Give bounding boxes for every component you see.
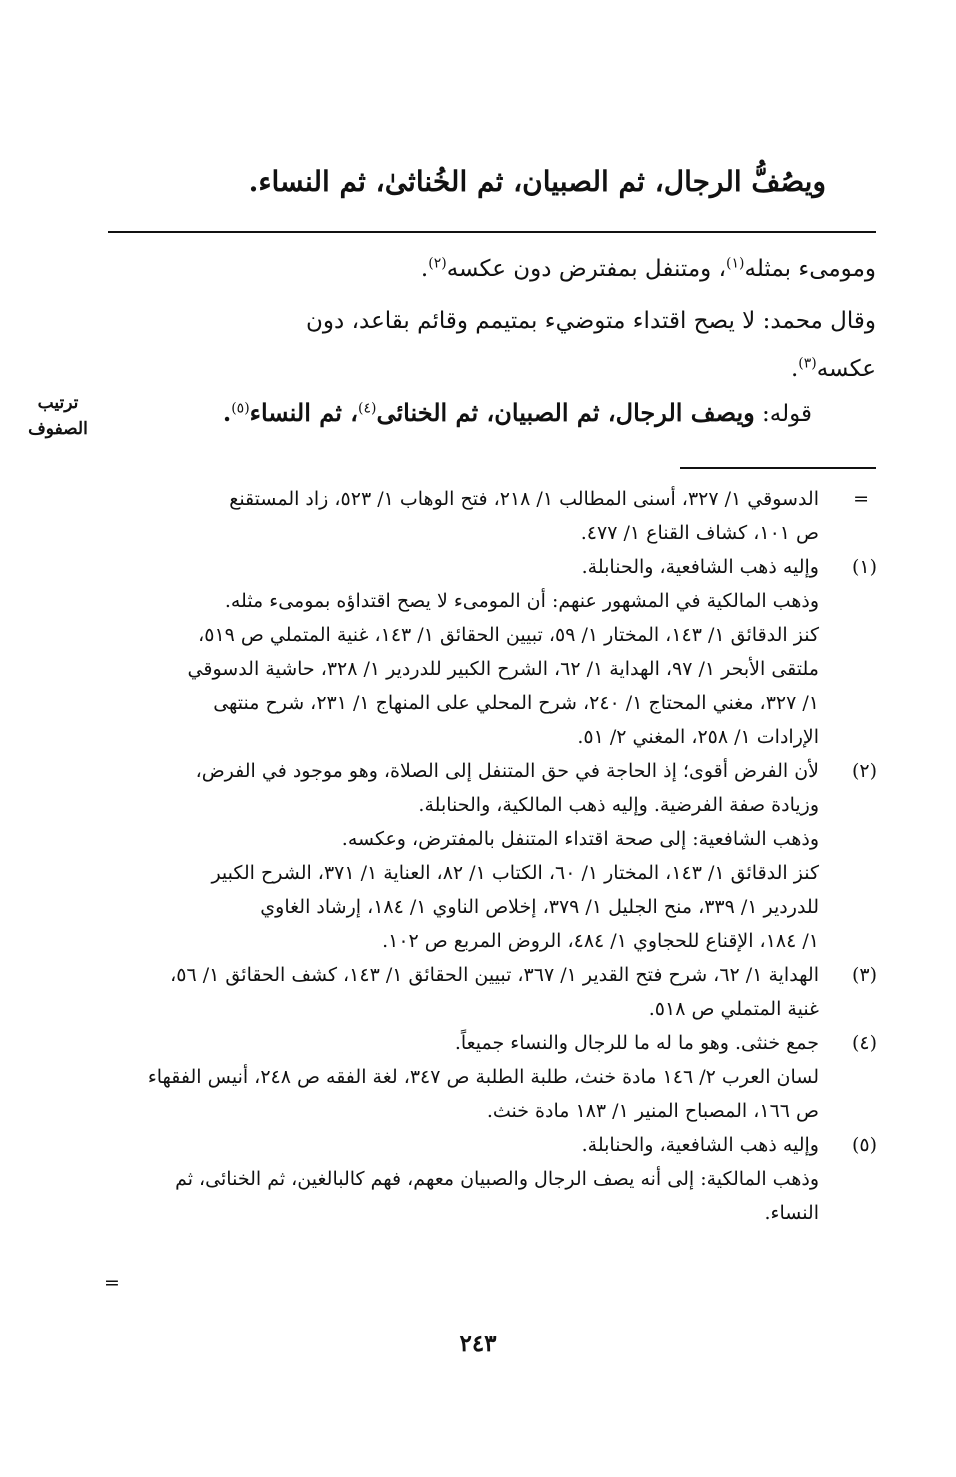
footnote-ref-1: (١) — [726, 255, 745, 272]
footnote-line: غنية المتملي ص ٥١٨. — [648, 998, 819, 1020]
footnote-4 — [102, 1026, 877, 1128]
footnote-1 — [102, 550, 877, 754]
footnote-line: ١/ ١٨٤، الإقناع للحجاوي ١/ ٤٨٤، الروض المربع ص ١٠٢. — [382, 930, 819, 952]
footnote-line: الإرادات ١/ ٢٥٨، المغني ٢/ ٥١. — [577, 726, 819, 748]
page-number: ٢٤٣ — [459, 1330, 497, 1357]
matn-heading: ويصُفُّ الرجال، ثم الصبيان، ثم الخُناثىٰ، ثم النساء. — [248, 165, 826, 198]
footnote-line: الهداية ١/ ٦٢، شرح فتح القدير ١/ ٣٦٧، تبيين الحقائق ١/ ١٤٣، كشف الحقائق ١/ ٥٦، — [170, 964, 819, 986]
footnote-line: وذهب المالكية: إلى أنه يصف الرجال والصبيان معهم، فهم كالبالغين، ثم الخنائى، ثم — [175, 1168, 819, 1190]
footnote-line: النساء. — [764, 1202, 819, 1224]
body-text: عكسه — [816, 356, 876, 382]
footnote-ref-2: (٢) — [428, 255, 447, 272]
footnote-number: (١) — [851, 556, 877, 578]
footnote-line: كنز الدقائق ١/ ١٤٣، المختار ١/ ٥٩، تبيين الحقائق ١/ ١٤٣، غنية المتملي ص ٥١٩، — [198, 624, 819, 646]
footnote-number: (٤) — [851, 1032, 877, 1054]
footnote-number: (٢) — [851, 760, 877, 782]
footnote-line: جمع خنثى. وهو ما له ما للرجال والنساء جميعاً. — [454, 1032, 819, 1054]
footnote-number: (٣) — [851, 964, 877, 986]
margin-note — [22, 390, 94, 442]
footnote-ref-5: (٥) — [231, 400, 250, 417]
qawl-quote: ، ثم النساء — [249, 398, 359, 427]
footnote-number: (٥) — [851, 1134, 877, 1156]
qawl-quote: ويصف الرجال، ثم الصبيان، ثم الخنائى — [376, 398, 755, 427]
footnote-line: وإليه ذهب الشافعية، والحنابلة. — [581, 1134, 819, 1156]
footnote-line: كنز الدقائق ١/ ١٤٣، المختار ١/ ٦٠، الكتاب ١/ ٨٢، العناية ١/ ٣٧١، الشرح الكبير — [211, 862, 819, 884]
continuation-mark: = — [104, 1272, 120, 1294]
footnote-line: ملتقى الأبحر ١/ ٩٧، الهداية ١/ ٦٢، الشرح الكبير للدردير ١/ ٣٢٨، حاشية الدسوقي — [187, 658, 819, 680]
footnote-line: ص ١٦٦، المصباح المنير ١/ ١٨٣ مادة خنث. — [486, 1100, 819, 1122]
body-line-1 — [106, 248, 876, 290]
footnote-divider — [680, 467, 876, 469]
footnote-2 — [102, 754, 877, 958]
body-text: ومومىء بمثله — [744, 256, 876, 282]
footnote-line: للدردير ١/ ٣٣٩، منح الجليل ١/ ٣٧٩، إخلاص الناوي ١/ ١٨٤، إرشاد الغاوي — [260, 896, 819, 918]
footnote-line: ١/ ٣٢٧، مغني المحتاج ١/ ٢٤٠، شرح المحلي على المنهاج ١/ ٢٣١، شرح منتهى — [213, 692, 819, 714]
footnote-line: وزيادة صفة الفرضية. وإليه ذهب المالكية، والحنابلة. — [418, 794, 819, 816]
footnote-line: لسان العرب ٢/ ١٤٦ مادة خنث، طلبة الطلبة ص ٣٤٧، لغة الفقه ص ٢٤٨، أنيس الفقهاء — [147, 1066, 819, 1088]
footnote-ref-3: (٣) — [798, 355, 817, 372]
continuation-mark: = — [853, 488, 869, 510]
qawl-line — [112, 392, 812, 435]
qawl-prefix: قوله: — [762, 401, 812, 427]
matn-divider — [108, 231, 876, 233]
footnote-3 — [102, 958, 877, 1026]
footnote-line: ص ١٠١، كشاف القناع ١/ ٤٧٧. — [580, 522, 819, 544]
body-text: . — [420, 256, 429, 282]
footnote-line: وإليه ذهب الشافعية، والحنابلة. — [581, 556, 819, 578]
margin-note-line: الصفوف — [28, 419, 88, 439]
qawl-quote: . — [222, 398, 232, 427]
body-line-3 — [106, 348, 876, 390]
footnote-5 — [102, 1128, 877, 1230]
footnote-line: الدسوقي ١/ ٣٢٧، أسنى المطالب ١/ ٢١٨، فتح الوهاب ١/ ٥٢٣، زاد المستقنع — [229, 488, 819, 510]
body-text: . — [790, 356, 799, 382]
footnote-carryover — [102, 482, 877, 550]
footnote-line: لأن الفرض أقوى؛ إذ الحاجة في حق المتنفل إلى الصلاة، وهو موجود في الفرض، — [195, 760, 819, 782]
footnote-line: وذهب المالكية في المشهور عنهم: أن المومىء لا يصح اقتداؤه بمومىء مثله. — [224, 590, 819, 612]
footnote-line: وذهب الشافعية: إلى صحة اقتداء المتنفل بالمفترض، وعكسه. — [341, 828, 819, 850]
margin-note-line: ترتيب — [37, 393, 79, 413]
body-line-2: وقال محمد: لا يصح اقتداء متوضيء بمتيمم وقائم بقاعد، دون — [306, 308, 876, 334]
footnotes — [102, 482, 877, 1230]
body-text: ، ومتنفل بمفترض دون عكسه — [446, 256, 727, 282]
footnote-ref-4: (٤) — [358, 400, 377, 417]
